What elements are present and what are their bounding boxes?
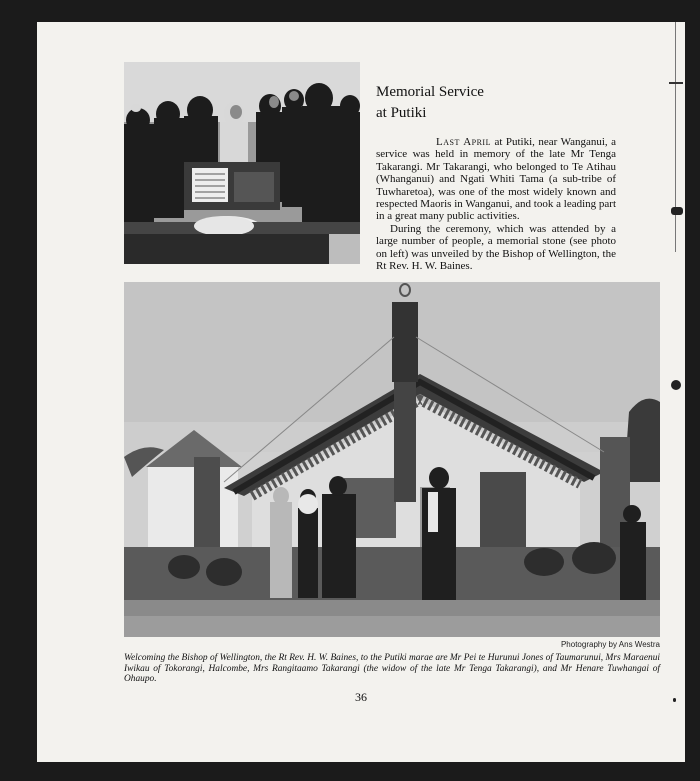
marae-welcome-photo bbox=[124, 282, 660, 637]
edge-line bbox=[675, 22, 676, 252]
article-title bbox=[376, 82, 616, 124]
edge-blot bbox=[671, 380, 681, 390]
lead-smallcaps: Last April bbox=[436, 136, 491, 148]
article-title-line1: Memorial Service bbox=[376, 84, 484, 100]
article-paragraph-2: During the ceremony, which was attended by a large number of people, a memorial stone (see photo on left) was unveiled by the Bishop of Wellington, the Rt Rev. H. W. Baines. bbox=[376, 222, 616, 273]
page-number: 36 bbox=[355, 690, 367, 704]
article-paragraph-1 bbox=[376, 136, 616, 223]
edge-tick bbox=[669, 82, 683, 84]
article-body bbox=[376, 136, 616, 272]
page-edge-marks bbox=[669, 22, 685, 762]
photo-caption: Welcoming the Bishop of Wellington, the Rt Rev. H. W. Baines, to the Putiki marae are Mr Pei te Hurunui Jones of Taumarunui, Mrs Maraenui Iwikau of Tokorangi, Halcombe, Mrs Rangitaamo Takarangi (the widow of the late Mr Tenga Takarangi), and Mr Henare Tuwhangai of Ohaupo. bbox=[124, 653, 660, 685]
edge-blot bbox=[671, 207, 683, 215]
photo-credit: Photography by Ans Westra bbox=[560, 640, 660, 649]
article-title-line2: at Putiki bbox=[376, 105, 427, 121]
memorial-stone-photo bbox=[124, 62, 360, 264]
magazine-page bbox=[37, 22, 685, 762]
paragraph-1-text: at Putiki, near Wanganui, a service was held in memory of the late Mr Tenga Takarangi. Mr Takarangi, who belonged to Te Atihau (Whanganui) and Ngati Whiti Tama (a sub-tribe of Tuwharetoa), was one of the most widely known and respected Maoris in Wanganui, and took a leading part in a great many public activities. bbox=[376, 136, 616, 223]
